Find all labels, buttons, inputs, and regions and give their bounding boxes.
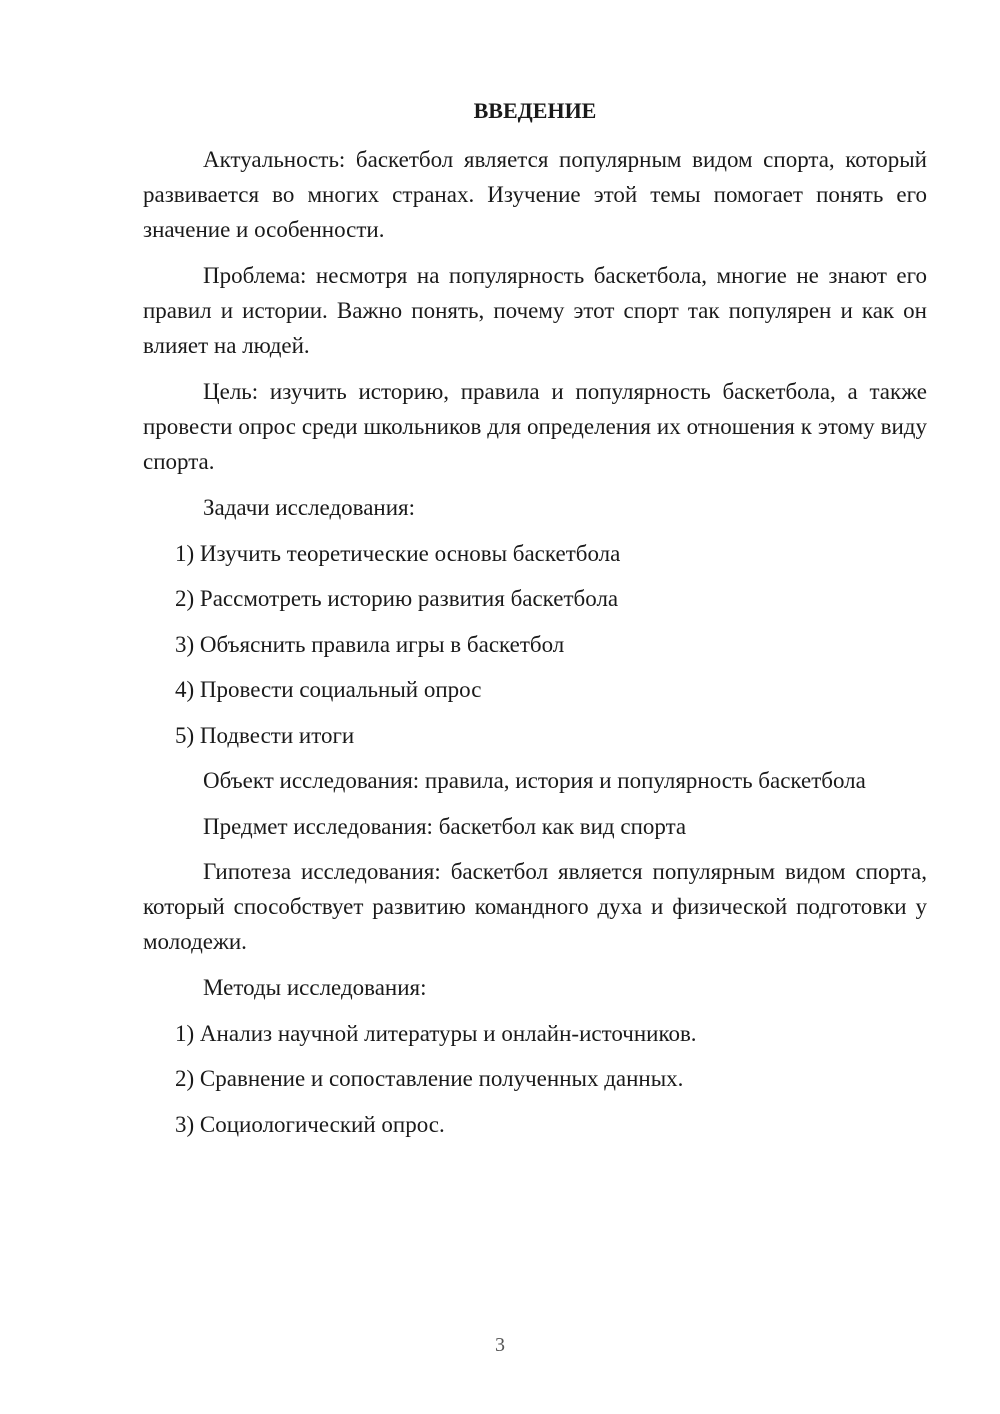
- object-line: Объект исследования: правила, история и популярность баскетбола: [203, 768, 866, 793]
- methods-list: [143, 1016, 927, 1142]
- list-item: 5) Подвести итоги: [175, 722, 355, 748]
- list-item: 4) Провести социальный опрос: [175, 677, 482, 702]
- list-item: 2) Сравнение и сопоставление полученных данных.: [175, 1066, 684, 1091]
- list-item: 1) Изучить теоретические основы баскетбола: [175, 540, 621, 566]
- methods-heading: Методы исследования:: [203, 975, 427, 1000]
- subject-line: Предмет исследования: баскетбол как вид спорта: [203, 813, 687, 839]
- document-page: [143, 96, 927, 1152]
- list-item: 3) Социологический опрос.: [175, 1111, 445, 1137]
- relevance-paragraph: Актуальность: баскетбол является популярным видом спорта, который развивается во многих странах. Изучение этой темы помогает понять его значение и особенности.: [143, 147, 927, 242]
- tasks-list: [143, 536, 927, 753]
- page-title: ВВЕДЕНИЕ: [473, 98, 597, 123]
- list-item: 3) Объяснить правила игры в баскетбол: [175, 631, 565, 657]
- page-number: 3: [495, 1334, 505, 1356]
- hypothesis-paragraph: Гипотеза исследования: баскетбол является популярным видом спорта, который способствует развитию командного духа и физической подготовки у молодежи.: [143, 859, 927, 954]
- problem-paragraph: Проблема: несмотря на популярность баскетбола, многие не знают его правил и истории. Важно понять, почему этот спорт так популярен и как он влияет на людей.: [143, 263, 927, 358]
- list-item: 1) Анализ научной литературы и онлайн-источников.: [175, 1020, 697, 1046]
- tasks-heading: Задачи исследования:: [203, 495, 416, 520]
- goal-paragraph: Цель: изучить историю, правила и популярность баскетбола, а также провести опрос среди школьников для определения их отношения к этому виду спорта.: [143, 379, 927, 474]
- list-item: 2) Рассмотреть историю развития баскетбола: [175, 586, 619, 611]
